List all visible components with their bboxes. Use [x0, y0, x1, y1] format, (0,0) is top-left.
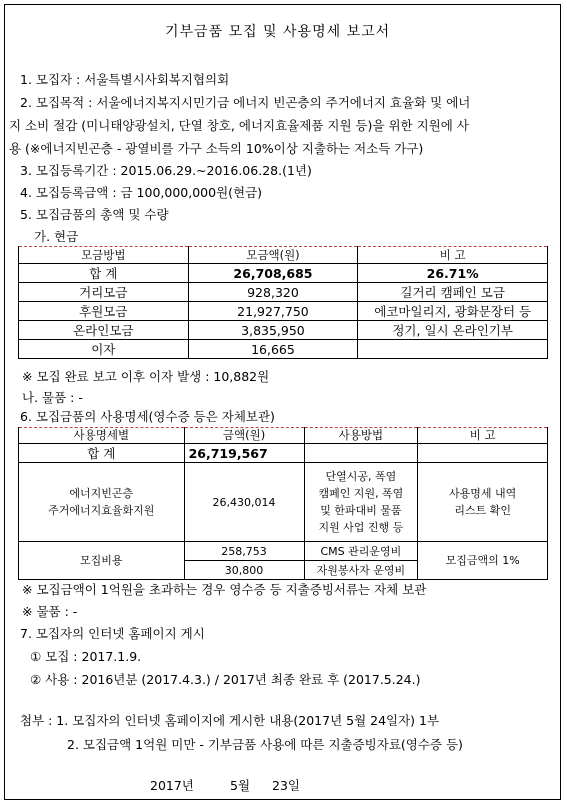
table-row — [19, 302, 548, 321]
energy-support-row — [19, 463, 548, 542]
item-7-recruit: ① 모집 : 2017.1.9. — [30, 649, 142, 664]
energy-label — [19, 463, 185, 542]
table-row — [19, 340, 548, 359]
row-method: 온라인모금 — [19, 321, 189, 340]
table-row — [19, 283, 548, 302]
row-amount: 16,665 — [188, 340, 358, 359]
row-method: 후원모금 — [19, 302, 189, 321]
item-5-cash-label: 가. 현금 — [34, 229, 79, 244]
item-5-heading: 5. 모집금품의 총액 및 수량 — [20, 207, 169, 222]
row-note: 길거리 캠페인 모금 — [358, 283, 548, 302]
total-amount: 26,708,685 — [188, 264, 358, 283]
cash-total-row — [19, 264, 548, 283]
item-4-amount: 4. 모집등록금액 : 금 100,000,000원(현금) — [20, 185, 263, 200]
total-label: 합 계 — [19, 264, 189, 283]
item-6-heading: 6. 모집금품의 사용명세(영수증 등은 자체보관) — [20, 409, 275, 424]
fee-method: CMS 관리운영비 — [304, 542, 418, 561]
fee-row — [19, 542, 548, 561]
col-header-note: 비 고 — [358, 247, 548, 264]
item-5-goods: 나. 물품 : - — [22, 390, 83, 405]
col-header-note: 비 고 — [418, 428, 548, 444]
date-month: 5월 — [230, 778, 251, 793]
fee-label: 모집비용 — [19, 542, 185, 580]
energy-method-line: 및 한파대비 물품 — [320, 504, 402, 517]
row-amount: 3,835,950 — [188, 321, 358, 340]
table-row — [19, 321, 548, 340]
item-1-organizer: 1. 모집자 : 서울특별시사회복지협의회 — [20, 72, 230, 87]
energy-method-line: 단열시공, 폭염 — [325, 470, 397, 483]
fee-amount: 30,800 — [184, 561, 304, 580]
total-label: 합 계 — [19, 444, 185, 463]
usage-total-row — [19, 444, 548, 463]
col-header-method: 모금방법 — [19, 247, 189, 264]
row-note: 정기, 일시 온라인기부 — [358, 321, 548, 340]
energy-note-line2: 리스트 확인 — [454, 504, 511, 517]
energy-label-line1: 에너지빈곤층 — [69, 487, 134, 500]
cash-table-header — [19, 247, 548, 264]
col-header-method: 사용방법 — [304, 428, 418, 444]
energy-method-line: 캠페인 지원, 폭염 — [318, 487, 404, 500]
row-method: 거리모금 — [19, 283, 189, 302]
fee-note: 모집금액의 1% — [418, 542, 548, 580]
item-3-period: 3. 모집등록기간 : 2015.06.29.~2016.06.28.(1년) — [20, 163, 312, 178]
row-method: 이자 — [19, 340, 189, 359]
item-2-purpose-line1: 2. 모집목적 : 서울에너지복지시민기금 에너지 빈곤층의 주거에너지 효율화 및 에너 — [20, 95, 471, 110]
fee-amount: 258,753 — [184, 542, 304, 561]
cash-table — [18, 246, 548, 359]
total-note: 26.71% — [358, 264, 548, 283]
total-amount: 26,719,567 — [184, 444, 304, 463]
item-2-purpose-line2: 지 소비 절감 (미니태양광설치, 단열 창호, 에너지효율제품 지원 등)을 위한 지원에 사 — [9, 118, 469, 133]
goods-note: ※ 물품 : - — [22, 604, 78, 619]
energy-note — [418, 463, 548, 542]
energy-method-line: 지원 사업 진행 등 — [318, 521, 404, 534]
item-7-heading: 7. 모집자의 인터넷 홈페이지 게시 — [20, 626, 205, 641]
row-note: 에코마일리지, 광화문장터 등 — [358, 302, 548, 321]
row-amount: 21,927,750 — [188, 302, 358, 321]
col-header-amount: 금액(원) — [184, 428, 304, 444]
item-2-purpose-line3: 용 (※에너지빈곤층 - 광열비를 가구 소득의 10%이상 지출하는 저소득 가구) — [9, 141, 424, 156]
interest-note: ※ 모집 완료 보고 이후 이자 발생 : 10,882원 — [22, 369, 270, 384]
energy-note-line1: 사용명세 내역 — [449, 487, 517, 500]
row-amount: 928,320 — [188, 283, 358, 302]
receipts-note: ※ 모집금액이 1억원을 초과하는 경우 영수증 등 지출증빙서류는 자체 보관 — [22, 582, 427, 597]
col-header-usage: 사용명세별 — [19, 428, 185, 444]
energy-label-line2: 주거에너지효율화지원 — [48, 504, 155, 517]
row-note — [358, 340, 548, 359]
fee-method: 자원봉사자 운영비 — [304, 561, 418, 580]
attachment-2: 2. 모집금액 1억원 미만 - 기부금품 사용에 따른 지출증빙자료(영수증 등) — [67, 737, 463, 752]
usage-table-header — [19, 428, 548, 444]
document-title: 기부금품 모집 및 사용명세 보고서 — [165, 24, 391, 40]
usage-table — [18, 427, 548, 580]
energy-amount: 26,430,014 — [184, 463, 304, 542]
item-7-usage: ② 사용 : 2016년분 (2017.4.3.) / 2017년 최종 완료 후 (2017.5.24.) — [30, 672, 421, 687]
attachment-1: 첨부 : 1. 모집자의 인터넷 홈페이지에 게시한 내용(2017년 5월 24일자) 1부 — [20, 713, 440, 728]
col-header-amount: 모금액(원) — [188, 247, 358, 264]
date-year: 2017년 — [150, 778, 194, 793]
energy-method — [304, 463, 418, 542]
date-day: 23일 — [272, 778, 300, 793]
